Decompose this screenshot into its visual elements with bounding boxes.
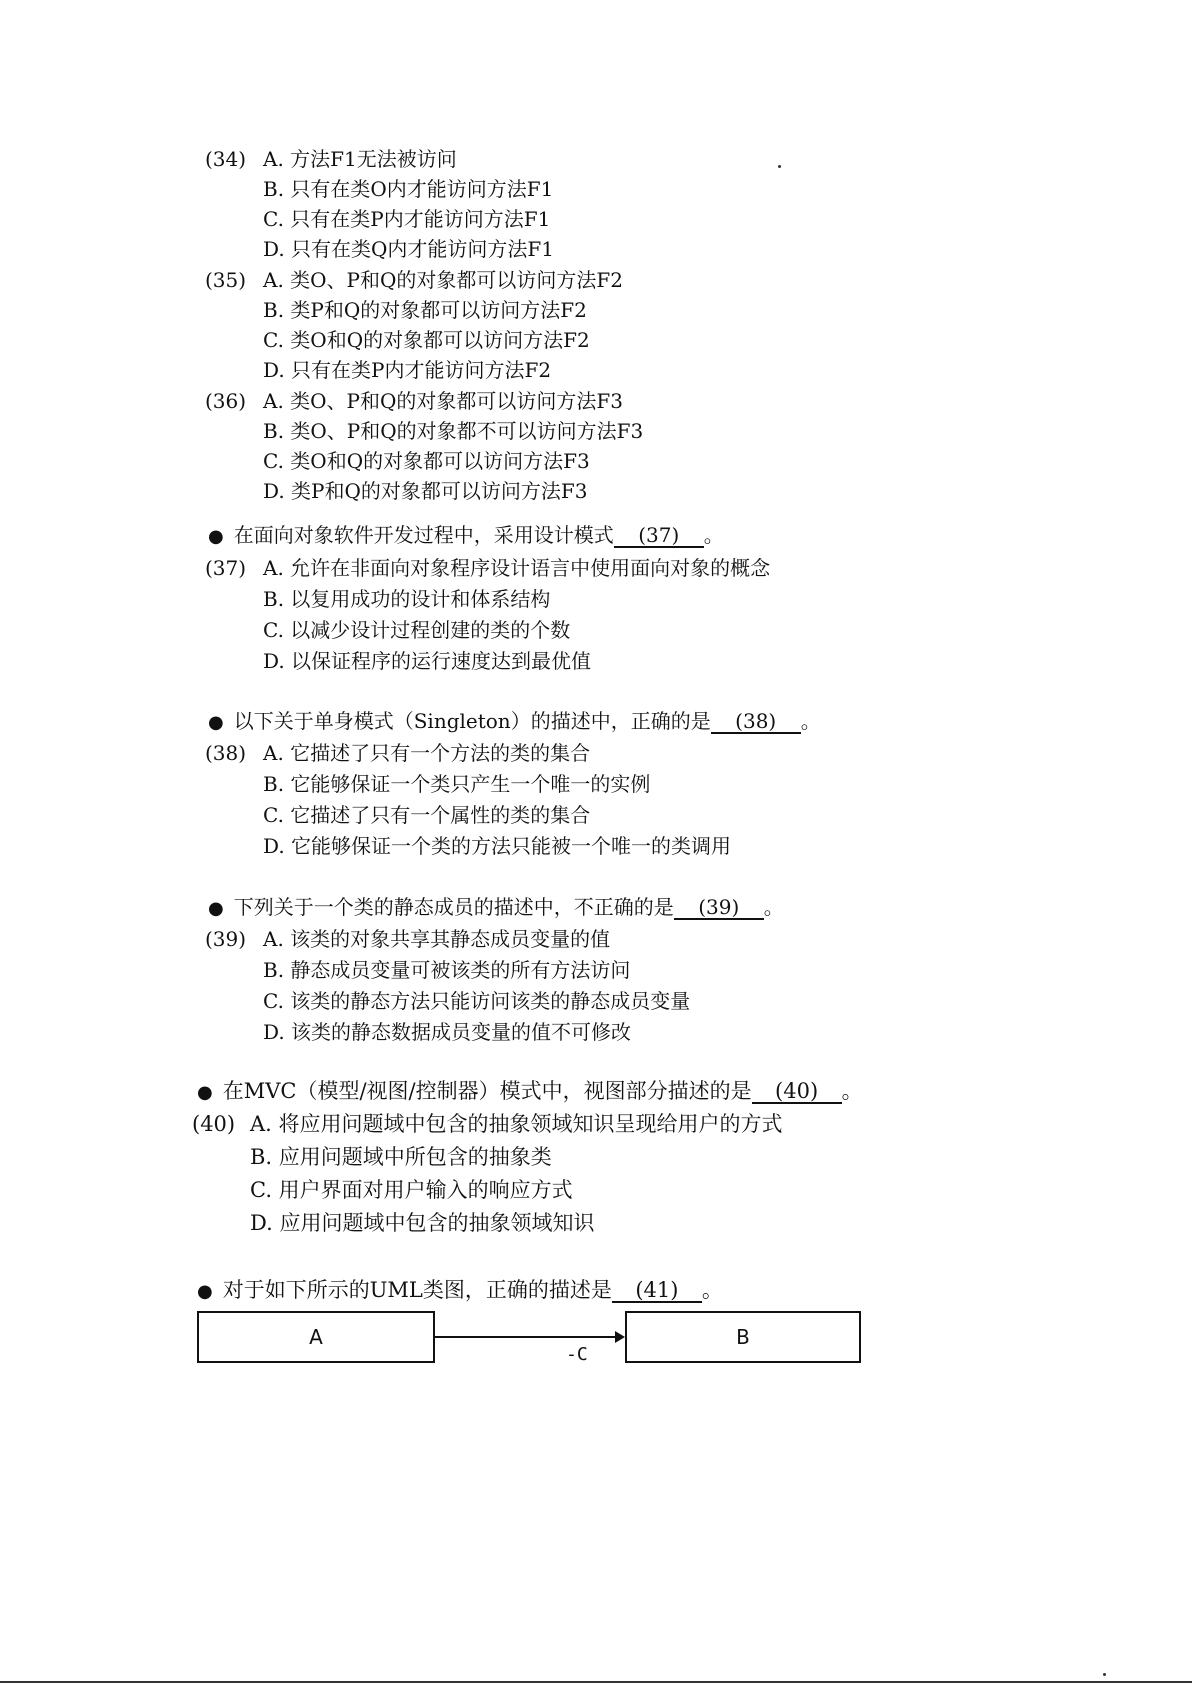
q39-option-a: (39) A. 该类的对象共享其静态成员变量的值 — [205, 927, 611, 951]
q39-option-b: B. 静态成员变量可被该类的所有方法访问 — [263, 958, 631, 982]
uml-class-b: B — [625, 1311, 861, 1363]
q37-stem: ● 在面向对象软件开发过程中，采用设计模式 (37) 。 — [208, 522, 724, 550]
q38-option-c: C. 它描述了只有一个属性的类的集合 — [263, 803, 591, 827]
q40-option-b: B. 应用问题域中所包含的抽象类 — [250, 1145, 552, 1169]
q38-option-b: B. 它能够保证一个类只产生一个唯一的实例 — [263, 772, 651, 796]
bullet-icon: ● — [197, 1082, 213, 1103]
q34-option-a: (34) A. 方法F1无法被访问 — [205, 147, 457, 171]
q35-option-a: (35) A. 类O、P和Q的对象都可以访问方法F2 — [205, 268, 624, 292]
q39-number: (39) — [205, 927, 247, 951]
q40-option-d: D. 应用问题域中包含的抽象领域知识 — [250, 1211, 595, 1235]
scan-speck — [778, 165, 781, 168]
q35-option-c: C. 类O和Q的对象都可以访问方法F2 — [263, 328, 590, 352]
q39-option-c: C. 该类的静态方法只能访问该类的静态成员变量 — [263, 989, 691, 1013]
q38-option-a: (38) A. 它描述了只有一个方法的类的集合 — [205, 741, 591, 765]
q37-option-b: B. 以复用成功的设计和体系结构 — [263, 587, 551, 611]
q41-stem: ● 对于如下所示的UML类图，正确的描述是 (41) 。 — [197, 1277, 723, 1305]
q38-number: (38) — [205, 741, 247, 765]
association-role-label: -C — [566, 1344, 588, 1365]
q40-option-a: (40) A. 将应用问题域中包含的抽象领域知识呈现给用户的方式 — [192, 1112, 783, 1136]
bullet-icon: ● — [208, 712, 224, 733]
q36-option-b: B. 类O、P和Q的对象都不可以访问方法F3 — [263, 419, 644, 443]
q36-option-d: D. 类P和Q的对象都可以访问方法F3 — [263, 479, 588, 503]
q38-stem: ● 以下关于单身模式（Singleton）的描述中，正确的是 (38) 。 — [208, 708, 821, 736]
q34-option-b: B. 只有在类O内才能访问方法F1 — [263, 177, 554, 201]
q40-number: (40) — [192, 1112, 236, 1136]
q40-stem: ● 在MVC（模型/视图/控制器）模式中，视图部分描述的是 (40) 。 — [197, 1078, 863, 1106]
q34-number: (34) — [205, 147, 247, 171]
answer-blank: (39) — [674, 896, 764, 920]
answer-blank: (37) — [614, 524, 704, 548]
q37-option-d: D. 以保证程序的运行速度达到最优值 — [263, 649, 592, 673]
q38-option-d: D. 它能够保证一个类的方法只能被一个唯一的类调用 — [263, 834, 732, 858]
q39-option-d: D. 该类的静态数据成员变量的值不可修改 — [263, 1020, 632, 1044]
q35-number: (35) — [205, 268, 247, 292]
association-line — [435, 1336, 617, 1338]
q36-number: (36) — [205, 389, 247, 413]
bullet-icon: ● — [208, 898, 224, 919]
arrowhead-icon — [615, 1331, 625, 1343]
q37-option-c: C. 以减少设计过程创建的类的个数 — [263, 618, 571, 642]
q37-option-a: (37) A. 允许在非面向对象程序设计语言中使用面向对象的概念 — [205, 556, 771, 580]
q34-option-c: C. 只有在类P内才能访问方法F1 — [263, 207, 551, 231]
q36-option-a: (36) A. 类O、P和Q的对象都可以访问方法F3 — [205, 389, 624, 413]
q40-option-c: C. 用户界面对用户输入的响应方式 — [250, 1178, 573, 1202]
q34-option-d: D. 只有在类Q内才能访问方法F1 — [263, 237, 555, 261]
bullet-icon: ● — [208, 526, 224, 547]
answer-blank: (40) — [752, 1080, 842, 1104]
scan-edge-line — [0, 1681, 1192, 1683]
q35-option-d: D. 只有在类P内才能访问方法F2 — [263, 358, 552, 382]
bullet-icon: ● — [197, 1281, 213, 1302]
answer-blank: (41) — [612, 1279, 702, 1303]
answer-blank: (38) — [711, 710, 801, 734]
q36-option-c: C. 类O和Q的对象都可以访问方法F3 — [263, 449, 590, 473]
q37-number: (37) — [205, 556, 247, 580]
q39-stem: ● 下列关于一个类的静态成员的描述中，不正确的是 (39) 。 — [208, 894, 784, 922]
uml-class-a: A — [197, 1311, 435, 1363]
scan-speck — [1103, 1673, 1106, 1676]
q35-option-b: B. 类P和Q的对象都可以访问方法F2 — [263, 298, 587, 322]
